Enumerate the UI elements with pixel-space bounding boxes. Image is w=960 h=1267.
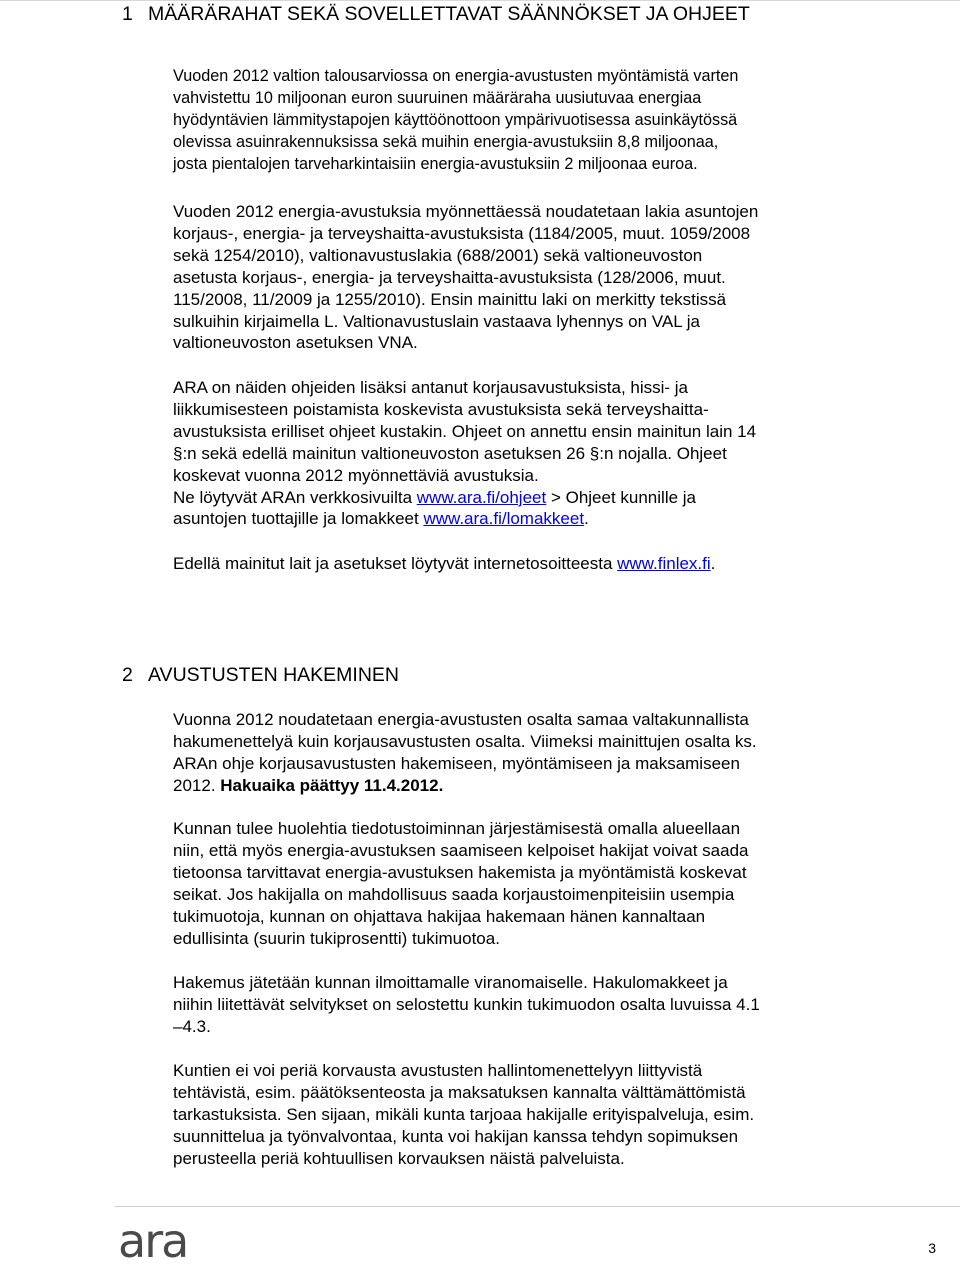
link-prefix: Edellä mainitut lait ja asetukset löytyvät internetosoitteesta bbox=[173, 554, 618, 573]
section-2-number: 2 bbox=[122, 664, 133, 686]
link-suffix: > Ohjeet kunnille ja bbox=[546, 487, 697, 507]
deadline-text: Hakuaika päättyy 11.4.2012. bbox=[220, 775, 444, 795]
ara-logo bbox=[118, 1219, 192, 1267]
text-line: §:n sekä edellä mainitun valtioneuvoston asetuksen 26 §:n nojalla. Ohjeet bbox=[173, 443, 727, 463]
text-line: vahvistettu 10 miljoonan euron suuruinen määräraha uusiutuvaa energiaa bbox=[173, 88, 702, 107]
text-line: koskevat vuonna 2012 myönnettäviä avustuksia. bbox=[173, 465, 539, 485]
text-line: sulkuihin kirjaimella L. Valtionavustuslain vastaava lyhennys on VAL ja bbox=[173, 311, 700, 331]
link-prefix: Ne löytyvät ARAn verkkosivuilta bbox=[173, 487, 417, 507]
text-line: niihin liitettävät selvitykset on selostettu kunkin tukimuodon osalta luvuissa 4.1 bbox=[173, 994, 760, 1014]
text-line: –4.3. bbox=[173, 1016, 211, 1036]
text-line: Kuntien ei voi periä korvausta avustusten hallintomenettelyyn liittyvistä bbox=[173, 1061, 703, 1080]
text-line: josta pientalojen tarveharkintaisiin energia-avustuksiin 2 miljoonaa euroa. bbox=[173, 154, 698, 173]
text-line: sekä 1254/2010), valtionavustuslakia (688/2001) sekä valtioneuvoston bbox=[173, 245, 703, 265]
footer-divider bbox=[115, 1206, 960, 1207]
section-2-paragraph-4 bbox=[173, 1060, 893, 1170]
section-1-paragraph-4 bbox=[173, 553, 893, 575]
section-2-paragraph-1 bbox=[173, 709, 893, 797]
text-line: 115/2008, 11/2009 ja 1255/2010). Ensin mainittu laki on merkitty tekstissä bbox=[173, 289, 727, 309]
text-line: Vuonna 2012 noudatetaan energia-avustusten osalta samaa valtakunnallista bbox=[173, 710, 749, 729]
text-line bbox=[173, 553, 893, 575]
text-line: ARAn ohje korjausavustusten hakemiseen, myöntämiseen ja maksamiseen bbox=[173, 753, 740, 773]
text-line: Hakemus jätetään kunnan ilmoittamalle viranomaiselle. Hakulomakkeet ja bbox=[173, 973, 728, 992]
ara-lomakkeet-link[interactable]: www.ara.fi/lomakkeet bbox=[423, 509, 585, 529]
text-line: ARA on näiden ohjeiden lisäksi antanut korjausavustuksista, hissi- ja bbox=[173, 378, 689, 397]
section-1-title: MÄÄRÄRAHAT SEKÄ SOVELLETTAVAT SÄÄNNÖKSET JA OHJEET bbox=[148, 3, 750, 25]
text-line: tukimuotoja, kunnan on ohjattava hakijaa hakemaan hänen kannaltaan bbox=[173, 906, 706, 926]
text-line: tehtävistä, esim. päätöksenteosta ja maksatuksen kannalta välttämättömistä bbox=[173, 1082, 746, 1102]
text-line: hakumenettelyä kuin korjausavustusten osalta. Viimeksi mainittujen osalta ks. bbox=[173, 731, 757, 751]
text-line: seikat. Jos hakijalla on mahdollisuus saada korjaustoimenpiteisiin usempia bbox=[173, 884, 735, 904]
page-number: 3 bbox=[928, 1240, 936, 1256]
section-2-title: AVUSTUSTEN HAKEMINEN bbox=[148, 664, 400, 686]
text-line: korjaus-, energia- ja terveyshaitta-avustuksista (1184/2005, muut. 1059/2008 bbox=[173, 223, 751, 243]
text-line bbox=[173, 487, 893, 509]
text-line: Vuoden 2012 valtion talousarviossa on energia-avustusten myöntämistä varten bbox=[173, 67, 739, 85]
text-line: valtioneuvoston asetuksen VNA. bbox=[173, 333, 418, 353]
section-1-paragraph-3 bbox=[173, 377, 893, 530]
section-2-paragraph-2 bbox=[173, 818, 893, 949]
section-1-paragraph-1 bbox=[173, 66, 893, 176]
ara-ohjeet-link[interactable]: www.ara.fi/ohjeet bbox=[416, 487, 547, 507]
section-1-number: 1 bbox=[122, 3, 133, 25]
text-line bbox=[173, 775, 893, 797]
text-line: edullisinta (suurin tukiprosentti) tukimuotoa. bbox=[173, 928, 500, 948]
text-line: niin, että myös energia-avustuksen saamiseen kelpoiset hakijat voivat saada bbox=[173, 840, 749, 860]
top-rule bbox=[0, 0, 960, 1]
finlex-link[interactable]: www.finlex.fi bbox=[617, 554, 711, 573]
link-suffix: . bbox=[710, 554, 716, 573]
section-2-heading bbox=[122, 663, 922, 687]
section-1-heading bbox=[122, 2, 922, 26]
text-line: hyödyntävien lämmitystapojen käyttöönottoon ympärivuotisessa asuinkäytössä bbox=[173, 110, 738, 129]
text-line: avustuksista erilliset ohjeet kustakin. Ohjeet on annettu ensin mainitun lain 14 bbox=[173, 421, 757, 441]
text-line: suunnittelua ja työnvalvontaa, kunta voi hakijan kanssa tehdyn sopimuksen bbox=[173, 1126, 739, 1146]
text-line: liikkumisesteen poistamista koskevista avustuksista sekä terveyshaitta- bbox=[173, 399, 709, 419]
link-prefix: asuntojen tuottajille ja lomakkeet bbox=[173, 509, 424, 529]
text-run: 2012. bbox=[173, 775, 221, 795]
text-line: olevissa asuinrakennuksissa sekä muihin energia-avustuksiin 8,8 miljoonaa, bbox=[173, 132, 719, 151]
text-line bbox=[173, 508, 893, 530]
text-line: perusteella periä kohtuullisen korvauksen näistä palveluista. bbox=[173, 1148, 625, 1168]
ara-logo-text: ara bbox=[118, 1219, 188, 1267]
text-line: Vuoden 2012 energia-avustuksia myönnettäessä noudatetaan lakia asuntojen bbox=[173, 202, 759, 221]
text-line: Kunnan tulee huolehtia tiedotustoiminnan järjestämisestä omalla alueellaan bbox=[173, 819, 741, 838]
section-2-paragraph-3 bbox=[173, 972, 893, 1038]
text-line: asetusta korjaus-, energia- ja terveyshaitta-avustuksista (128/2006, muut. bbox=[173, 267, 726, 287]
link-suffix: . bbox=[584, 509, 589, 529]
text-line: tarkastuksista. Sen sijaan, mikäli kunta tarjoaa hakijalle erityispalveluja, esim. bbox=[173, 1104, 755, 1124]
text-line: tietoonsa tarvittavat energia-avustuksen hakemista ja myöntämistä koskevat bbox=[173, 862, 747, 882]
section-1-paragraph-2 bbox=[173, 201, 893, 354]
